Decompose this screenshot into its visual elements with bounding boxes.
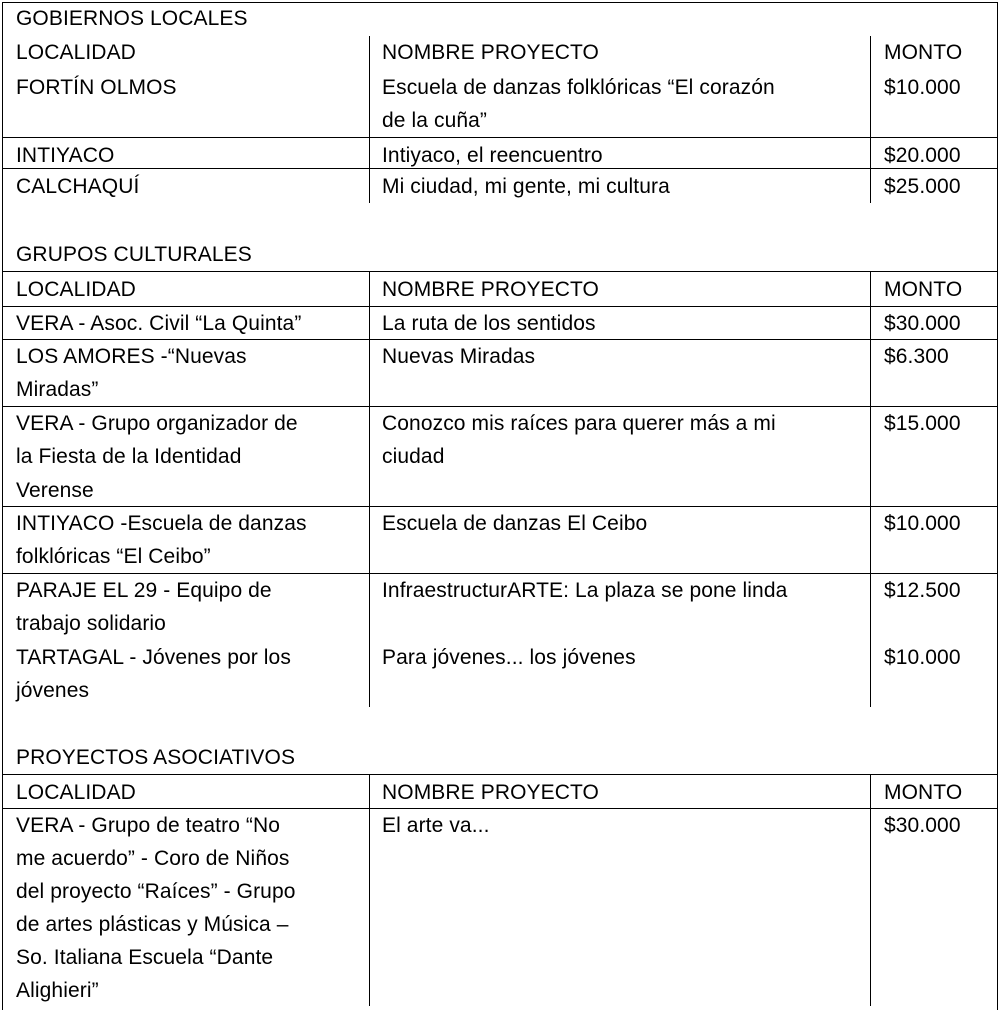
cell-localidad: FORTÍN OLMOS [16, 76, 177, 99]
cell-monto: $10.000 [884, 512, 961, 535]
cell-proyecto: Escuela de danzas El Ceibo [382, 512, 648, 535]
cell-localidad: folklóricas “El Ceibo” [16, 545, 211, 568]
cell-monto: $6.300 [884, 345, 949, 368]
cell-monto: $10.000 [884, 646, 961, 669]
column-divider [870, 271, 871, 707]
column-divider [369, 271, 370, 707]
cell-localidad: de artes plásticas y Música – [16, 913, 289, 936]
row-divider [2, 774, 998, 775]
cell-localidad: INTIYACO [16, 144, 115, 167]
row-divider [2, 168, 998, 169]
cell-proyecto: Nuevas Miradas [382, 345, 536, 368]
cell-localidad: VERA - Grupo de teatro “No [16, 814, 281, 837]
section-title-asociativos: PROYECTOS ASOCIATIVOS [16, 746, 296, 769]
cell-proyecto: Para jóvenes... los jóvenes [382, 646, 636, 669]
cell-localidad: VERA - Asoc. Civil “La Quinta” [16, 312, 302, 335]
cell-localidad: TARTAGAL - Jóvenes por los [16, 646, 291, 669]
cell-localidad: jóvenes [16, 679, 90, 702]
cell-localidad: la Fiesta de la Identidad [16, 445, 242, 468]
column-divider [369, 36, 370, 203]
section-title-grupos: GRUPOS CULTURALES [16, 243, 252, 266]
cell-localidad: trabajo solidario [16, 612, 166, 635]
cell-monto: $15.000 [884, 412, 961, 435]
cell-proyecto: La ruta de los sentidos [382, 312, 596, 335]
cell-localidad: LOS AMORES -“Nuevas [16, 345, 247, 368]
cell-proyecto: El arte va... [382, 814, 490, 837]
cell-monto: $20.000 [884, 144, 961, 167]
cell-localidad: del proyecto “Raíces” - Grupo [16, 880, 296, 903]
cell-proyecto: Escuela de danzas folklóricas “El corazón [382, 76, 775, 99]
cell-proyecto: Mi ciudad, mi gente, mi cultura [382, 175, 670, 198]
cell-localidad: Miradas” [16, 378, 99, 401]
section-title-gobiernos: GOBIERNOS LOCALES [16, 7, 248, 30]
cell-localidad: Verense [16, 479, 94, 502]
cell-localidad: Alighieri” [16, 979, 99, 1002]
header-localidad: LOCALIDAD [16, 41, 136, 64]
cell-monto: $12.500 [884, 579, 961, 602]
cell-monto: $30.000 [884, 814, 961, 837]
cell-proyecto: ciudad [382, 445, 445, 468]
cell-proyecto: de la cuña” [382, 109, 488, 132]
cell-monto: $30.000 [884, 312, 961, 335]
cell-proyecto: InfraestructurARTE: La plaza se pone linda [382, 579, 788, 602]
header-nombre-proyecto: NOMBRE PROYECTO [382, 41, 599, 64]
cell-localidad: CALCHAQUÍ [16, 175, 140, 198]
header-monto: MONTO [884, 781, 963, 804]
cell-localidad: PARAJE EL 29 - Equipo de [16, 579, 272, 602]
cell-proyecto: Conozco mis raíces para querer más a mi [382, 412, 776, 435]
column-divider [870, 36, 871, 203]
column-divider [870, 774, 871, 1006]
cell-localidad: INTIYACO -Escuela de danzas [16, 512, 307, 535]
header-nombre-proyecto: NOMBRE PROYECTO [382, 278, 599, 301]
cell-monto: $10.000 [884, 76, 961, 99]
header-monto: MONTO [884, 41, 963, 64]
cell-proyecto: Intiyaco, el reencuentro [382, 144, 603, 167]
header-monto: MONTO [884, 278, 963, 301]
row-divider [2, 137, 998, 138]
cell-monto: $25.000 [884, 175, 961, 198]
cell-localidad: So. Italiana Escuela “Dante [16, 946, 274, 969]
header-nombre-proyecto: NOMBRE PROYECTO [382, 781, 599, 804]
header-localidad: LOCALIDAD [16, 278, 136, 301]
cell-localidad: VERA - Grupo organizador de [16, 412, 298, 435]
column-divider [369, 774, 370, 1006]
header-localidad: LOCALIDAD [16, 781, 136, 804]
cell-localidad: me acuerdo” - Coro de Niños [16, 847, 290, 870]
row-divider [2, 271, 998, 272]
